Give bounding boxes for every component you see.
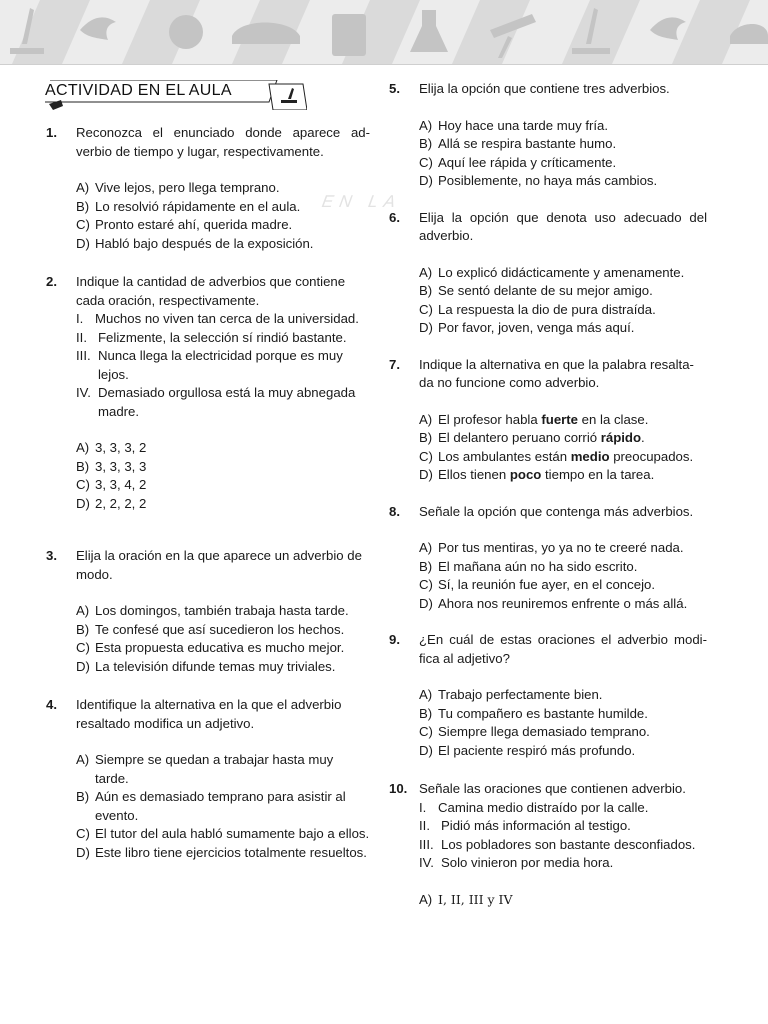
answer-option [419,576,707,595]
answer-option [419,135,707,154]
answer-option [419,117,707,136]
answer-option [419,282,707,301]
option-letter: C) [419,448,433,464]
option-text: Sí, la reunión fue ayer, en el concejo. [438,577,656,592]
answer-option [76,476,370,495]
option-letter: D) [419,173,433,188]
option-letter: C) [76,217,90,232]
option-text: Vive lejos, pero llega temprano. [95,180,280,195]
option-letter: C) [419,301,433,317]
option-letter: A) [76,440,90,455]
roman-item [76,329,370,348]
question-number: 2. [46,274,57,289]
option-letter: A) [76,752,90,767]
answer-option [76,788,370,825]
answer-option [76,825,370,844]
answer-options [76,179,370,253]
question-stem: Identifique la alternativa en la que el adverbio resaltado modifica un adjetivo. [76,697,342,731]
answer-option [76,658,370,677]
answer-option [419,172,707,191]
question-number: 1. [46,125,57,140]
option-letter: B) [419,283,433,298]
roman-text: Muchos no viven tan cerca de la universidad. [95,311,359,326]
answer-option [419,539,707,558]
answer-options [419,686,707,760]
answer-options [76,751,370,862]
option-letter: D) [76,495,90,511]
option-letter: D) [76,235,90,251]
question-stem: Elija la opción que contiene tres adverbios. [419,81,670,96]
option-text: Por tus mentiras, yo ya no te creeré nada. [438,540,684,555]
question-stem: Elija la opción que denota uso adecuado del adverbio. [419,209,707,243]
option-letter: D) [419,595,433,611]
option-letter: C) [419,577,433,592]
question-block [389,356,707,485]
question-block [389,780,707,909]
answer-option [419,301,707,320]
answer-option [76,179,370,198]
option-letter: C) [76,640,90,655]
roman-text: Pidió más información al testigo. [441,818,631,833]
answer-option [419,686,707,705]
option-letter: A) [76,180,90,195]
option-letter: D) [419,742,433,758]
answer-option [76,235,370,254]
answer-option [76,621,370,640]
roman-label: III. [76,348,91,363]
option-text: Lo explicó didácticamente y amenamente. [438,264,685,280]
option-letter: C) [76,826,90,841]
answer-option [419,154,707,173]
option-letter: C) [419,724,433,739]
answer-options [76,439,370,513]
highlighted-word: poco [509,467,542,482]
palette-icon [169,15,203,49]
question-block [389,631,707,760]
option-letter: D) [76,844,90,860]
option-text: Trabajo perfectamente bien. [438,687,603,702]
option-letter: B) [76,621,90,637]
option-letter: A) [76,603,90,618]
answer-option [419,742,707,761]
option-letter: D) [419,467,433,482]
option-text: Tu compañero es bastante humilde. [438,705,648,721]
answer-options [419,539,707,613]
roman-text: Camina medio distraído por la calle. [438,799,649,815]
roman-item [76,347,370,384]
answer-option [419,595,707,614]
question-block [46,124,370,253]
option-letter: D) [76,658,90,674]
answer-option [76,198,370,217]
option-text: Aquí lee rápida y críticamente. [438,154,617,170]
option-letter: B) [419,136,433,151]
roman-item [419,799,707,818]
option-text: 2, 2, 2, 2 [95,495,147,511]
roman-label: I. [76,311,84,326]
option-text: Hoy hace una tarde muy fría. [438,117,609,133]
answer-option [76,639,370,658]
option-text: Allá se respira bastante humo. [438,136,617,151]
answer-option [76,844,370,863]
question-number: 6. [389,209,400,225]
answer-option [419,466,707,485]
option-letter: B) [76,789,90,804]
roman-label: IV. [76,385,91,400]
roman-item [76,384,370,421]
answer-option [76,439,370,458]
question-number: 4. [46,697,57,712]
option-letter: A) [419,687,433,702]
roman-text: Felizmente, la selección sí rindió bastante. [98,329,347,345]
option-letter: D) [419,320,433,335]
option-text: Pronto estaré ahí, querida madre. [95,217,293,232]
option-text: Ellos tienen poco tiempo en la tarea. [438,467,655,482]
answer-option [76,216,370,235]
roman-text: Los pobladores son bastante desconfiados. [441,836,696,852]
question-block [389,503,707,614]
answer-option [419,705,707,724]
book-icon [332,14,366,56]
roman-label: II. [76,329,87,345]
option-text: Habló bajo después de la exposición. [95,235,314,251]
option-text: Posiblemente, no haya más cambios. [438,173,658,188]
question-block [46,696,370,862]
option-text: Se sentó delante de su mejor amigo. [438,283,653,298]
flask-icon [410,10,448,52]
option-text: 3, 3, 3, 2 [95,440,147,455]
question-number: 10. [389,781,408,796]
header-banner [0,0,768,65]
answer-option [419,411,707,430]
roman-label: III. [419,836,434,852]
roman-item [419,836,707,855]
question-number: 3. [46,548,57,563]
question-stem: Elija la oración en la que aparece un adverbio de modo. [76,548,362,582]
option-text: Esta propuesta educativa es mucho mejor. [95,640,345,655]
option-letter: A) [419,540,433,555]
dove-icon [650,17,686,40]
option-letter: B) [419,705,433,721]
answer-options [419,264,707,338]
option-text: La respuesta la dio de pura distraída. [438,301,656,317]
question-stem: Señale las oraciones que contienen adverbio. [419,781,686,796]
option-text: Siempre se quedan a trabajar hasta muy tarde. [95,752,334,786]
answer-option [76,602,370,621]
highlighted-word: rápido [600,430,642,445]
option-letter: C) [419,154,433,170]
answer-option [419,319,707,338]
option-text: El tutor del aula habló sumamente bajo a ellos. [95,826,370,841]
option-text: El delantero peruano corrió rápido. [438,430,645,445]
answer-options [419,117,707,191]
question-stem: Indique la cantidad de adverbios que contiene cada oración, respectivamente. [76,274,346,308]
option-text: Siempre llega demasiado temprano. [438,724,650,739]
question-number: 5. [389,81,400,96]
question-stem: ¿En cuál de estas oraciones el adverbio modi- fica al adjetivo? [419,632,707,666]
answer-options [76,602,370,676]
option-letter: A) [419,411,433,427]
left-column [46,124,370,862]
dove-icon [80,17,116,40]
option-letter: A) [419,264,433,280]
right-column [389,80,707,909]
answer-option [76,495,370,514]
option-letter: B) [419,430,433,445]
answer-option [419,429,707,448]
option-letter: C) [76,477,90,492]
option-text: Este libro tiene ejercicios totalmente resueltos. [95,844,367,860]
roman-label: I. [419,799,427,815]
watermark-text: EN LA [320,192,403,211]
option-text: Los ambulantes están medio preocupados. [438,448,694,464]
question-number: 8. [389,503,400,519]
answer-option [76,751,370,788]
roman-label: IV. [419,855,434,870]
roman-item [419,854,707,873]
answer-options [419,411,707,485]
option-text: Aún es demasiado temprano para asistir al evento. [95,789,346,823]
question-block [46,273,370,513]
roman-text: Demasiado orgullosa está la muy abnegada madre. [98,385,356,419]
answer-options [419,891,707,910]
section-title: ACTIVIDAD EN EL AULA [45,82,232,99]
answer-option [76,458,370,477]
option-text: Los domingos, también trabaja hasta tarde. [95,603,349,618]
section-title-box [45,80,303,108]
option-text: El profesor habla fuerte en la clase. [438,411,649,427]
roman-item [76,310,370,329]
option-text: 3, 3, 4, 2 [95,477,147,492]
roman-text: Nunca llega la electricidad porque es muy lejos. [98,348,343,382]
question-stem: Indique la alternativa en que la palabra resalta- da no funcione como adverbio. [419,356,694,390]
question-stem: Reconozca el enunciado donde aparece ad- verbio de tiempo y lugar, respectivamente. [76,125,370,159]
highlighted-word: medio [570,448,610,464]
question-block [389,80,707,191]
option-letter: B) [76,458,90,474]
question-stem: Señale la opción que contenga más adverbios. [419,503,694,519]
option-letter: B) [76,198,90,214]
option-letter: A) [419,117,433,133]
roman-item [419,817,707,836]
question-block [46,547,370,676]
answer-option [419,891,707,910]
question-number: 7. [389,356,400,372]
option-text: La televisión difunde temas muy triviales. [95,658,336,674]
banner-pictograms [0,0,768,64]
question-block [389,209,707,338]
option-text: Lo resolvió rápidamente en el aula. [95,198,301,214]
option-text: El paciente respiró más profundo. [438,742,636,758]
answer-option [419,558,707,577]
answer-option [419,264,707,283]
option-text: Ahora nos reuniremos enfrente o más allá. [438,595,688,611]
answer-option [419,723,707,742]
roman-text: Solo vinieron por media hora. [441,855,614,870]
option-letter: B) [419,558,433,574]
option-text: 3, 3, 3, 3 [95,458,147,474]
roman-label: II. [419,818,430,833]
option-text: El mañana aún no ha sido escrito. [438,558,638,574]
highlighted-word: fuerte [541,411,579,427]
question-number: 9. [389,632,400,647]
option-letter: A) [419,891,433,907]
option-text: Por favor, joven, venga más aquí. [438,320,635,335]
answer-option [419,448,707,467]
option-text: Te confesé que así sucedieron los hechos. [95,621,345,637]
option-text: I, II, III y IV [438,891,513,907]
